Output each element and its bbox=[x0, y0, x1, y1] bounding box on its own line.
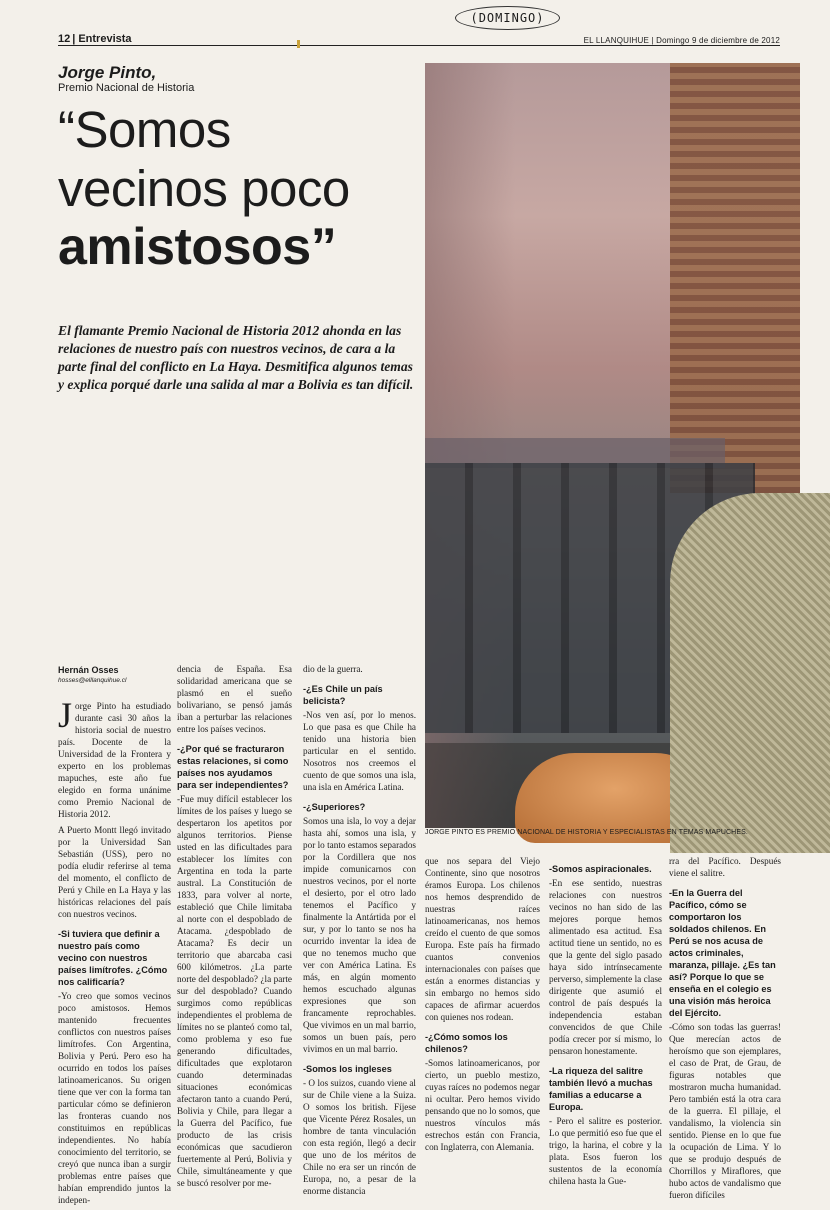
interview-question: -Somos los ingleses bbox=[303, 1064, 392, 1074]
byline-author: Hernán Osses bbox=[58, 665, 119, 675]
section-label: Entrevista bbox=[78, 33, 132, 45]
page-header bbox=[58, 30, 780, 46]
article-column-1 bbox=[58, 695, 171, 1210]
handwritten-date-note: (DOMINGO) bbox=[455, 6, 560, 30]
body-paragraph: rra del Pacífico. Después viene el salitre. bbox=[669, 856, 781, 878]
interview-question: -En la Guerra del Pacífico, cómo se comportaron los soldados chilenos. En Perú se nos acusa de actos criminales, maranza, pillaje. ¿Es tan así? Porque lo que se enseña en el colegio es una visión más heroica del Ejército. bbox=[669, 888, 776, 1018]
article-column-3 bbox=[303, 663, 416, 1201]
article-column-5 bbox=[549, 855, 662, 1191]
body-paragraph: -Yo creo que somos vecinos poco amistosos. Hemos mantenido frecuentes conflictos con nuestros países limítrofes. Con Argentina, Bolivia y Perú. Pero eso ha ocurrido en todos los países latinoamericanos. Su origen tiene que ver con la forma tan particular cómo se definieron las fronteras cuando nos constituimos en repúblicas independientes. No había conocimiento del territorio, se creyó que nunca iban a surgir problemas entre países que habían emprendido juntos la indepen- bbox=[58, 991, 171, 1205]
body-paragraph: Jorge Pinto ha estudiado durante casi 30 años la historia social de nuestro país. Docente de la Universidad de la Frontera y experto en los problemas mapuches, este año fue elegido en forma unánime como Premio Nacional de Historia 2012. bbox=[58, 695, 171, 819]
interviewee-name: Jorge Pinto, bbox=[58, 63, 157, 82]
body-paragraph: - O los suizos, cuando viene al sur de Chile viene a la Suiza. O somos los british. Fíjese que Vicente Pérez Rosales, un hombre de tanta vinculación con esta región, llegó a decir que uno de los méritos de Chile no era ser un rincón de Europa, no, a pesar de la enorme distancia bbox=[303, 1078, 416, 1196]
interview-question: -Si tuviera que definir a nuestro país como vecino con nuestros países limítrofes. ¿Cómo nos calificaría? bbox=[58, 929, 168, 987]
interview-question: -La riqueza del salitre también llevó a muchas familias a educarse a Europa. bbox=[549, 1066, 653, 1112]
body-paragraph: A Puerto Montt llegó invitado por la Universidad San Sebastián (USS), pero no podía eludir referirse al tema del momento, el conflicto de Perú y Chile en La Haya y las históricas relaciones del país con nuestros vecinos. bbox=[58, 825, 171, 919]
body-paragraph: dencia de España. Esa solidaridad americana que se plasmó en el sueño bolivariano, se pensó jamás iban a perturbar las relaciones entre los países vecinos. bbox=[177, 664, 292, 734]
byline-email: hosses@elllanquihue.cl bbox=[58, 677, 127, 684]
body-paragraph: - Pero el salitre es posterior. Lo que permitió eso fue que el trigo, la harina, el cobre y la plata. Esos fueron los sustentos de la economía chilena hasta la Gue- bbox=[549, 1116, 662, 1186]
article-column-6 bbox=[669, 855, 781, 1205]
headline-line-1: “Somos bbox=[58, 101, 231, 158]
photo-caption: JORGE PINTO ES PREMIO NACIONAL DE HISTORIA Y ESPECIALISTAS EN TEMAS MAPUCHES. bbox=[425, 829, 748, 836]
body-paragraph: -Cómo son todas las guerras! Que merecían actos de heroísmo que son ejemplares, el caso de Prat, de Grau, de figuras notables que mostraron mucha humanidad. Pero también está la otra cara de la guerra. El pillaje, el vandalismo, la violencia sin sentido. Piense en lo que fue la ocupación de Lima. Y lo que se produjo después de Chorrillos y Miraflores, que hubo actos de vandalismo que fueron difíciles bbox=[669, 1022, 781, 1200]
body-paragraph: -En ese sentido, nuestras relaciones con nuestros vecinos no han sido de las mejores porque hemos alimentado esa actitud. Esa actitud tiene un sentido, no es que la gente del siglo pasado haya sido intrínsecamente perverso, simplemente la clase dirigente que asumió el control de país después la independencia estaban convencidos de que Chile podía crecer por sí mismo, lo pensaron honestamente. bbox=[549, 878, 662, 1056]
byline bbox=[58, 665, 126, 684]
article-column-4 bbox=[425, 855, 540, 1157]
interview-question: -¿Es Chile un país belicista? bbox=[303, 684, 383, 706]
page-number: 12 bbox=[58, 33, 71, 45]
body-paragraph: Somos una isla, lo voy a dejar hasta ahí, somos una isla, y por lo tanto estamos separados por la Cordillera que nos impide comunicarnos con nuestros vecinos, por el norte el desierto, por el otro lado tenemos el Pacífico y finalmente la Antártida por el sur, y por lo tanto se nos ha ocurrido inventar la idea de que no tenemos mucho que ver con América Latina. Es más, en algún momento hemos escuchado algunas expresiones que son francamente reprochables. Que vivimos en un mal barrio, somos un buen país, pero vivimos en un mal barrio. bbox=[303, 816, 416, 1054]
header-accent-mark bbox=[297, 40, 300, 48]
body-paragraph: -Somos latinoamericanos, por cierto, un pueblo mestizo, cuyas raíces no podemos negar ni ocultar. Pero hemos vivido pensando que no lo somos, que nuestros vínculos más estrechos están con Francia, con Inglaterra, con Alemania. bbox=[425, 1058, 540, 1152]
interview-question: -¿Cómo somos los chilenos? bbox=[425, 1032, 508, 1054]
publication-line: EL LLANQUIHUE | Domingo 9 de diciembre de 2012 bbox=[583, 36, 780, 45]
headline-line-3: amistosos” bbox=[58, 218, 337, 276]
headline-line-2: vecinos poco bbox=[58, 160, 350, 217]
body-paragraph: que nos separa del Viejo Continente, sino que nosotros éramos Europa. Los chilenos nos hemos desprendido de nuestras raíces latinoamericanas, nos hemos creído el cuento de que somos Europa. Este país ha firmado cuantos convenios internacionales con países que están a enormes distancias y sin embargo no hemos sido capaces de afirmar acuerdos con quienes nos rodean. bbox=[425, 856, 540, 1022]
article-column-2 bbox=[177, 663, 292, 1193]
header-left: 12 | Entrevista bbox=[58, 33, 132, 45]
body-paragraph: dio de la guerra. bbox=[303, 664, 363, 674]
lede-paragraph: El flamante Premio Nacional de Historia 2012 ahonda en las relaciones de nuestro país con nuestros vecinos, de cara a la parte final del conflicto en La Haya. Desmitifica algunos temas y explica porqué darle una salida al mar a Bolivia es tan difícil. bbox=[58, 323, 414, 392]
interview-question: -Somos aspiracionales. bbox=[549, 864, 652, 874]
interviewee-role: Premio Nacional de Historia bbox=[58, 82, 195, 94]
body-paragraph: -Nos ven así, por lo menos. Lo que pasa es que Chile ha tenido una historia bien particular en el sentido. Nosotros nos creemos el cuento de que somos una isla, una isla en América Latina. bbox=[303, 710, 416, 792]
interview-question: -¿Superiores? bbox=[303, 802, 366, 812]
body-paragraph: -Fue muy difícil establecer los límites de los países y luego se despertaron los apetitos por algunos territorios. Piense usted en las dificultades para establecer los límites con Argentina en toda la parte austral. La Constitución de 1833, para volver al norte, estableció que Chile limitaba al norte con el despoblado de Atacama. ¿despoblado de Atacama? Es decir un territorio que abarcaba casi 600 kilómetros. ¿La parte norte del despoblado? ¿la parte sur del despoblado? Cuando surgimos como repúblicas independientes el problema de límites no se planteó como tal, como problema y eso fue generando dificultades, dificultades que explotaron cuando determinadas situaciones económicas afectaron tanto a cuando Perú, Bolivia y Chile, para llegar a la Guerra del Pacífico, fue producto de las crisis económicas que sacudieron fuertemente al Perú, Bolivia y Chile, simultáneamente y que se buscó resolver por me- bbox=[177, 794, 292, 1188]
interview-question: -¿Por qué se fracturaron estas relaciones, si como países nos ayudamos para ser independientes? bbox=[177, 744, 289, 790]
portrait-photo bbox=[425, 63, 800, 828]
headline bbox=[58, 100, 418, 277]
